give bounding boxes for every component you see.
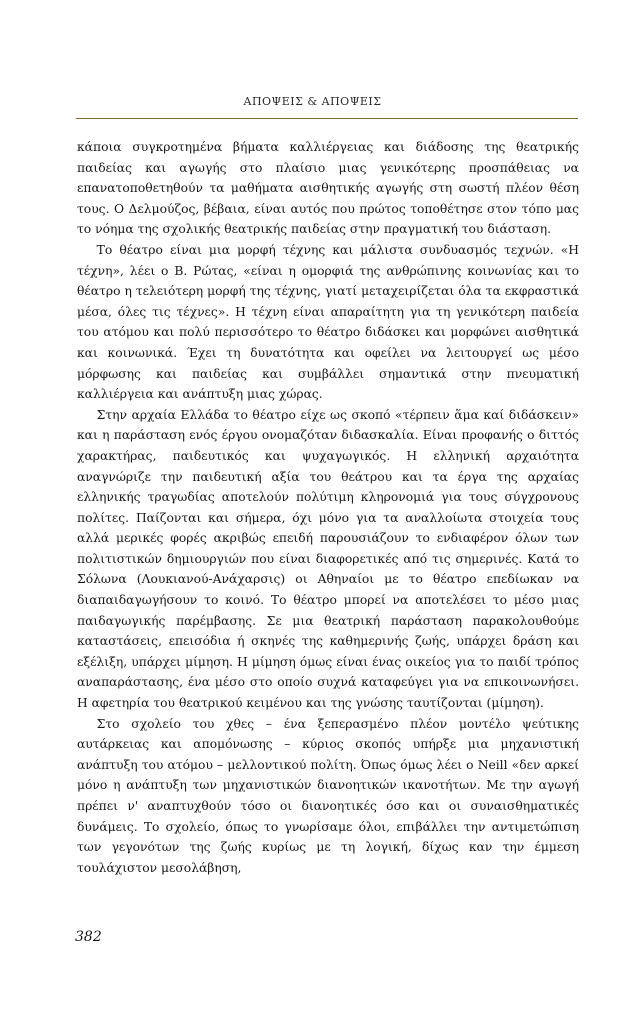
paragraph: Στο σχολείο του χθες – ένα ξεπερασμένο πλέον μοντέλο ψεύτικης αυτάρκειας και απομόνωσης – κύριος σκοπός υπήρξε μια μηχανιστική ανάπτυξη του ατόμου – μελλοντικού πολίτη. Όπως όμως λέει ο Neill «δεν αρκεί μόνο η ανάπτυξη των μηχανιστικών διανοητικών ικανοτήτων. Με την αγωγή πρέπει ν' αναπτυχθούν τόσο οι διανοητικές όσο και οι συναισθηματικές δυνάμεις. Το σχολείο, όπως το γνωρίσαμε όλοι, επιβάλλει την αντιμετώπιση των γεγονότων της ζωής κυρίως με τη λογική, δίχως καν την έμμεση τουλάχιστον μεσολάβηση,	[77, 716, 579, 875]
body-text	[77, 137, 579, 878]
paragraph: Το θέατρο είναι μια μορφή τέχνης και μάλιστα συνδυασμός τεχνών. «Η τέχνη», λέει ο Β. Ρώτας, «είναι η ομορφιά της ανθρώπινης κοινωνίας και το θέατρο η τελειότερη μορφή της τέχνης, γιατί μεταχειρίζεται όλα τα εκφραστικά μέσα, όλες τις τέχνες». Η τέχνη είναι απαραίτητη για τη γενικότερη παιδεία του ατόμου και πολύ περισσότερο το θέατρο διδάσκει και μορφώνει αισθητικά και κοινωνικά. Έχει τη δυνατότητα και οφείλει να λειτουργεί ως μέσο μόρφωσης και παιδείας και συμβάλλει σημαντικά στην πνευματική καλλιέργεια και ανάπτυξη μιας χώρας.	[77, 242, 579, 402]
paragraph: Στην αρχαία Ελλάδα το θέατρο είχε ως σκοπό «τέρπειν ἅμα καί διδάσκειν» και η παράσταση ενός έργου ονομαζόταν διδασκαλία. Είναι προφανής ο διττός χαρακτήρας, παιδευτικός και ψυχαγωγικός. Η ελληνική αρχαιότητα αναγνώριζε την παιδευτική αξία του θεάτρου και τα έργα της αρχαίας ελληνικής τραγωδίας αποτελούν πολύτιμη κληρονομιά για τους σύγχρονους πολίτες. Παίζονται και σήμερα, όχι μόνο για τα αναλλοίωτα στοιχεία τους αλλά μερικές φορές ακριβώς επειδή παρουσιάζουν το ενδιαφέρον όλων των πολιτιστικών δημιουργιών που είναι διαφορετικές από τις σημερινές. Κατά το Σόλωνα (Λουκιανού-Ανάχαρσις) οι Αθηναίοι με το θέατρο επεδίωκαν να διαπαιδαγωγήσουν το κοινό. Το θέατρο μπορεί να αποτελέσει το μέσο μιας παιδαγωγικής παρέμβασης. Σε μια θεατρική παράσταση παρακολουθούμε καταστάσεις, επεισόδια ή σκηνές της καθημερινής ζωής, υπάρχει δράση και εξέλιξη, υπάρχει μίμηση. Η μίμηση όμως είναι ένας οικείος για το παιδί τρόπος αναπαράστασης, ένα μέσο στο οποίο συχνά καταφεύγει για να επικοινωνήσει. Η αφετηρία του θεατρικού κειμένου και της γνώσης ταυτίζονται (μίμηση).	[77, 407, 579, 711]
page-number: 382	[75, 929, 102, 945]
paragraph: κάποια συγκροτημένα βήματα καλλιέργειας και διάδοσης της θεατρικής παιδείας και αγωγής στο πλαίσιο μιας γενικότερης προσπάθειας να επανατοποθετηθούν τα μαθήματα αισθητικής αγωγής στη σωστή πλέον θέση τους. Ο Δελμούζος, βέβαια, είναι αυτός που πρώτος τοποθέτησε στον τόπο μας το νόημα της σχολικής θεατρικής παιδείας στην πραγματική του διάσταση.	[77, 140, 579, 237]
header-rule	[76, 118, 578, 119]
running-head-title: ΑΠΟΨΕΙΣ & ΑΠΟΨΕΙΣ	[243, 95, 382, 108]
